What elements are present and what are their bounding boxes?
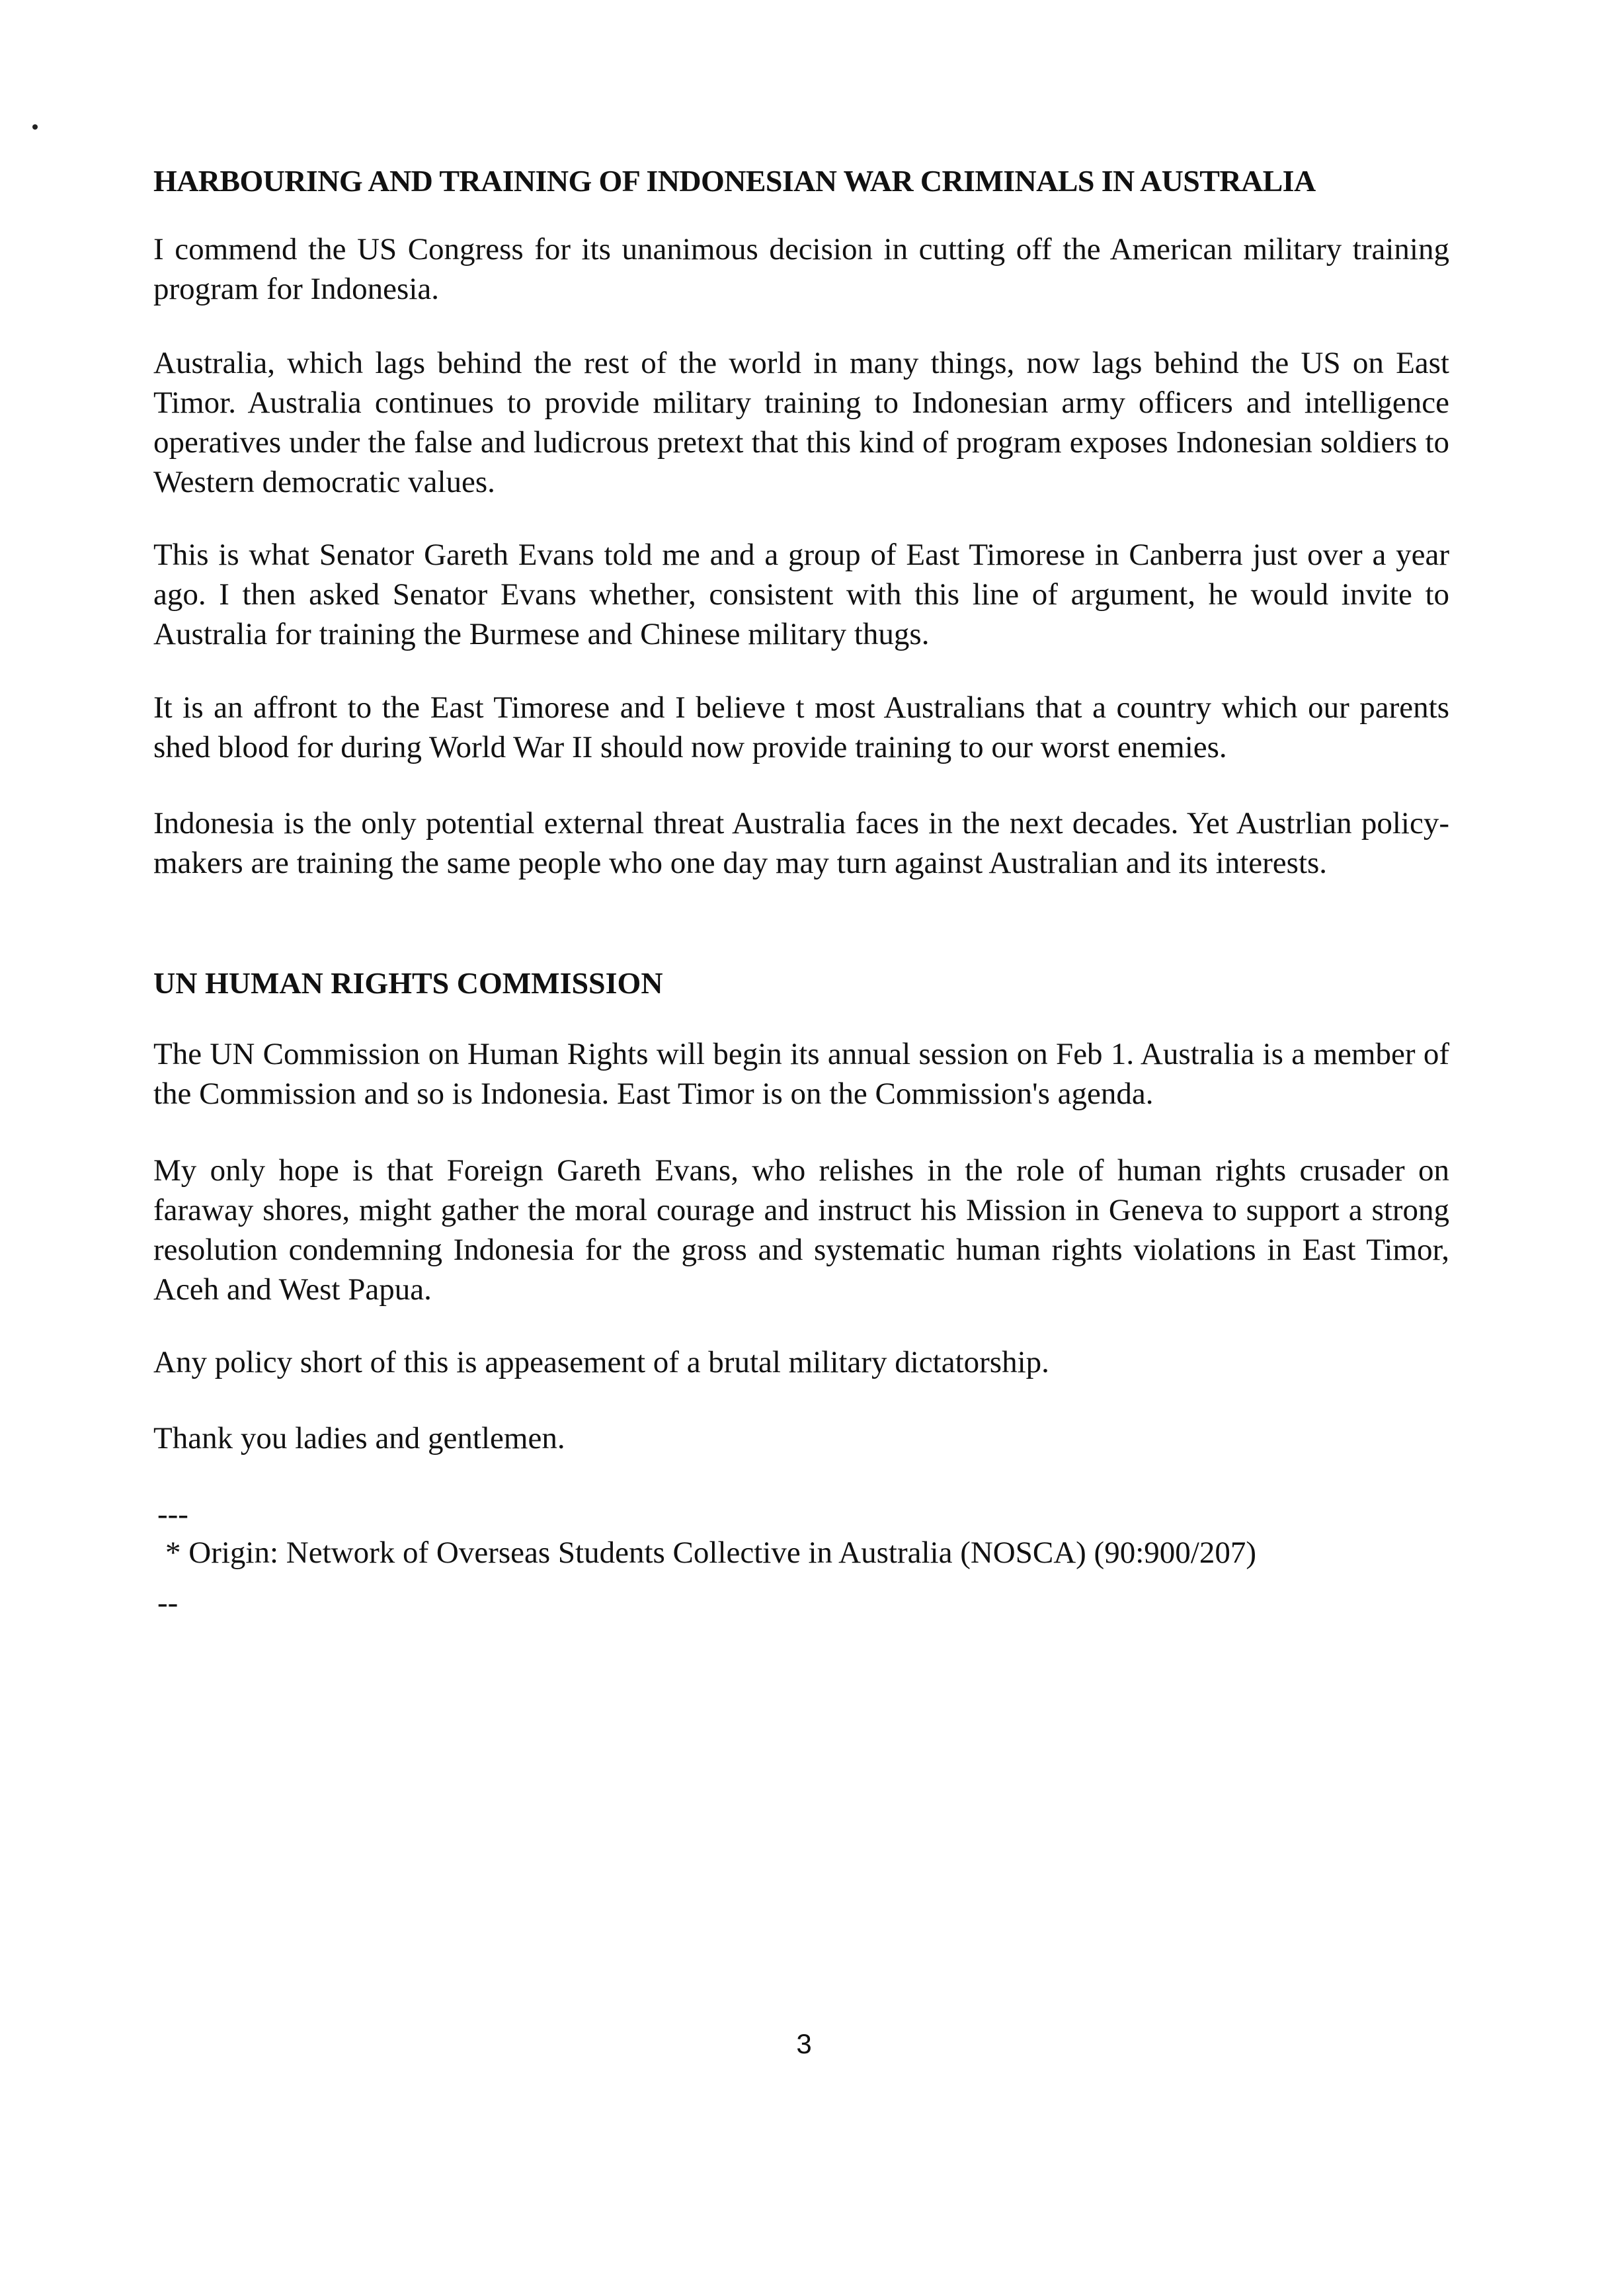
scan-speck (32, 124, 38, 130)
paragraph: The UN Commission on Human Rights will begin its annual session on Feb 1. Australia is a member of the Commission and so is Indonesia. East Timor is on the Commission's agenda. (153, 1037, 1449, 1111)
paragraph: I commend the US Congress for its unanimous decision in cutting off the American military training program for Indonesia. (153, 232, 1449, 306)
paragraph: Thank you ladies and gentlemen. (153, 1421, 565, 1456)
origin-note: * Origin: Network of Overseas Students Collective in Australia (NOSCA) (90:900/207) (165, 1536, 1256, 1570)
section-heading-war-criminals: HARBOURING AND TRAINING OF INDONESIAN WAR CRIMINALS IN AUSTRALIA (153, 164, 1316, 198)
paragraph: It is an affront to the East Timorese and I believe t most Australians that a country which our parents shed blood for during World War II should now provide training to our worst enemies. (153, 690, 1449, 764)
page-number: 3 (796, 2028, 812, 2059)
paragraph: Any policy short of this is appeasement of a brutal military dictatorship. (153, 1345, 1049, 1379)
paragraph: My only hope is that Foreign Gareth Evans, who relishes in the role of human rights crusader on faraway shores, might gather the moral courage and instruct his Mission in Geneva to support a strong resolution condemning Indonesia for the gross and systematic human rights violations in East Timor, Aceh and West Papua. (153, 1153, 1449, 1307)
paragraph: Australia, which lags behind the rest of the world in many things, now lags behind the US on East Timor. Australia continues to provide military training to Indonesian army officers and intelligence operatives under the false and ludicrous pretext that this kind of program exposes Indonesian soldiers to Western democratic values. (153, 346, 1449, 499)
paragraph: This is what Senator Gareth Evans told me and a group of East Timorese in Canberra just over a year ago. I then asked Senator Evans whether, consistent with this line of argument, he would invite to Australia for training the Burmese and Chinese military thugs. (153, 538, 1449, 651)
paragraph: Indonesia is the only potential external threat Australia faces in the next decades. Yet Austrlian policy-makers are training the same people who one day may turn against Australian and its interests. (153, 806, 1449, 880)
separator-top: --- (157, 1497, 188, 1532)
separator-bottom: -- (157, 1586, 179, 1620)
section-heading-human-rights: UN HUMAN RIGHTS COMMISSION (153, 966, 663, 1000)
